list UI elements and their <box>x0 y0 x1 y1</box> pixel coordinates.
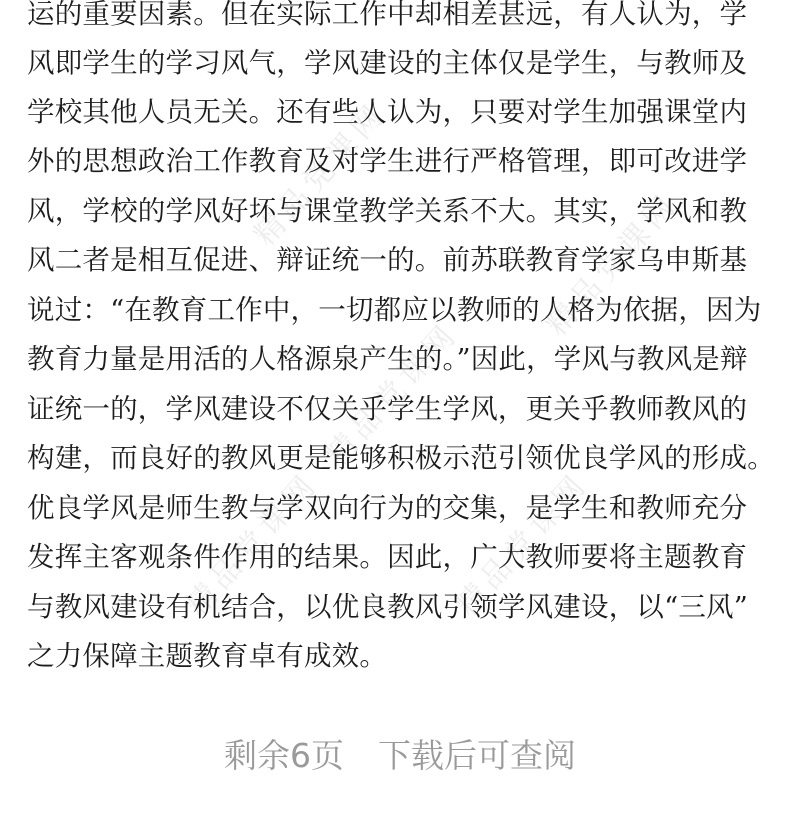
paragraph-line: 风二者是相互促进、辩证统一的。前苏联教育学家乌申斯基 <box>27 244 748 276</box>
download-to-read-more-button[interactable] <box>0 728 800 784</box>
paragraph-line: 说过：“在教育工作中，一切都应以教师的人格为依据，因为 <box>27 294 762 326</box>
watermark: 精品党课网 <box>449 465 596 623</box>
watermark: 精品党课网 <box>539 185 686 343</box>
paragraph-line: 风即学生的学习风气，学风建设的主体仅是学生，与教师及 <box>27 47 748 79</box>
watermark: 精品党课网 <box>247 95 394 253</box>
paragraph-line: 构建，而良好的教风更是能够积极示范引领优良学风的形成。 <box>27 442 775 474</box>
paragraph-line: 运的重要因素。但在实际工作中却相差甚远，有人认为，学 <box>27 0 748 30</box>
watermark: 精品党课网 <box>179 465 326 623</box>
paragraph-line: 优良学风是师生教与学双向行为的交集，是学生和教师充分 <box>27 492 748 524</box>
paragraph-line: 与教风建设有机结合，以优良教风引领学风建设，以“三风” <box>27 591 749 623</box>
watermark: 精品党课网 <box>319 315 466 473</box>
paragraph-line: 发挥主客观条件作用的结果。因此，广大教师要将主题教育 <box>27 541 748 573</box>
paragraph-line: 证统一的，学风建设不仅关乎学生学风，更关乎教师教风的 <box>27 393 748 425</box>
paragraph-line: 教育力量是用活的人格源泉产生的。”因此，学风与教风是辩 <box>27 343 748 375</box>
paragraph-line: 之力保障主题教育卓有成效。 <box>27 640 388 672</box>
paragraph-line: 外的思想政治工作教育及对学生进行严格管理，即可改进学 <box>27 145 748 177</box>
remaining-pages-label: 剩余6页 <box>224 736 344 775</box>
download-prompt-label: 下载后可查阅 <box>378 736 576 775</box>
paragraph-line: 学校其他人员无关。还有些人认为，只要对学生加强课堂内 <box>27 96 748 128</box>
paragraph-line: 风，学校的学风好坏与课堂教学关系不大。其实，学风和教 <box>27 195 748 227</box>
